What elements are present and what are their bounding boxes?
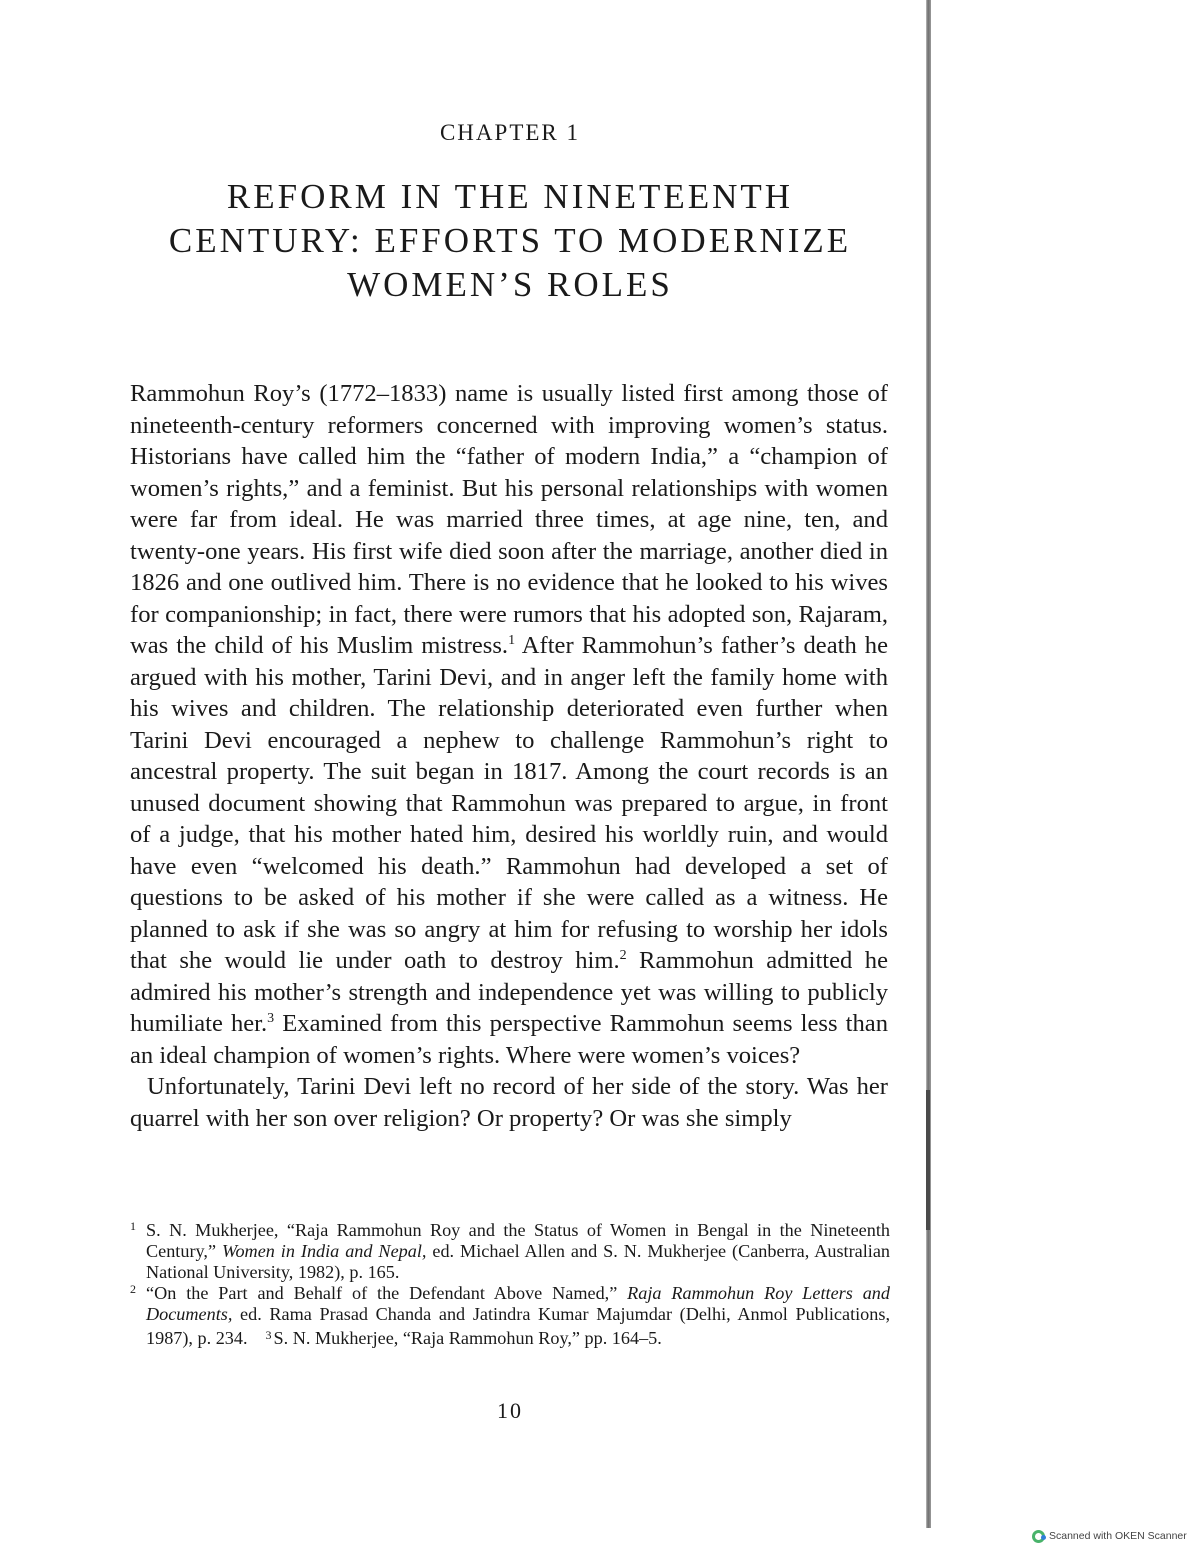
paragraph-2: Unfortunately, Tarini Devi left no record of her side of the story. Was her quarrel with her son over religion? Or property? Or was she simply [130,1073,888,1132]
chapter-label: CHAPTER 1 [439,120,581,145]
paragraph-1 [130,378,888,1071]
footnote-text: ed. Michael Allen and S. N. Mukherjee (Canberra, Australian National University, 1982), p. 165. [146,1241,890,1282]
footnote-ref-3: 3 [267,1011,275,1026]
footnote-ref-2: 2 [619,948,627,963]
body-text [130,378,888,1134]
chapter-title [110,175,910,307]
footnote-3-text: S. N. Mukherjee, “Raja Rammohun Roy,” pp. 164–5. [273,1328,662,1348]
chapter-title-line: REFORM IN THE NINETEENTH [226,177,794,216]
scanner-watermark-text: Scanned with OKEN Scanner [1049,1530,1187,1542]
chapter-title-line: CENTURY: EFFORTS TO MODERNIZE [168,221,852,260]
footnote-number: 1 [130,1219,136,1233]
footnote-title: Women in India and Nepal, [221,1241,427,1261]
paragraph-text: After Rammohun’s father’s death he argued with his mother, Tarini Devi, and in anger left the family home with his wives and children. The relationship deteriorated even further when Tarini Devi encouraged a nephew to challenge Rammohun’s right to ancestral property. The suit began in 1817. Among the court records is an unused document showing that Rammohun was prepared to argue, in front of a judge, that his mother hated him, desired his worldly ruin, and would have even “welcomed his death.” Rammohun had developed a set of questions to be asked of his mother if she were called as a witness. He planned to ask if she was so angry at him for refusing to worship her idols that she would lie under oath to destroy him. [130,632,889,974]
footnote-text: “On the Part and Behalf of the Defendant Above Named,” [146,1283,628,1303]
paragraph-text: Rammohun Roy’s (1772–1833) name is usually listed first among those of nineteenth-century reformers concerned with improving women’s status. Historians have called him the “father of modern India,” a “champion of women’s rights,” and a feminist. But his personal relationships with women were far from ideal. He was married three times, at age nine, ten, and twenty-one years. His first wife died soon after the marriage, another died in 1826 and one outlived him. There is no evidence that he looked to his wives for companionship; in fact, there were rumors that his adopted son, Rajaram, was the child of his Muslim mistress. [130,380,888,659]
footnote-number: 3 [265,1328,272,1342]
scanner-watermark [1032,1527,1187,1545]
footnote-2 [130,1283,890,1349]
page-edge-shadow-dark [926,1090,930,1230]
chapter-title-line: WOMEN’S ROLES [347,265,673,304]
footnote-1 [130,1220,890,1283]
paragraph-text: Rammohun admitted he admired his mother’s strength and independence yet was willing to publicly humiliate her. [130,947,888,1037]
footnote-number: 2 [130,1282,136,1296]
page-number: 10 [497,1398,523,1423]
footnote-text: ed. Rama Prasad Chanda and Jatindra Kumar Majumdar (Delhi, Anmol Publications, 1987), p. 234. [146,1304,890,1348]
footnote-title: Raja Rammohun Roy Letters and Documents, [146,1283,890,1324]
scanner-logo-icon [1032,1530,1045,1543]
paragraph-text: Examined from this perspective Rammohun seems less than an ideal champion of women’s rights. Where were women’s voices? [130,1010,888,1069]
footnote-text: S. N. Mukherjee, “Raja Rammohun Roy and the Status of Women in Bengal in the Nineteenth Century,” [146,1220,890,1261]
page-edge-shadow [926,0,931,1528]
footnote-ref-1: 1 [508,633,516,648]
footnotes [130,1220,890,1349]
